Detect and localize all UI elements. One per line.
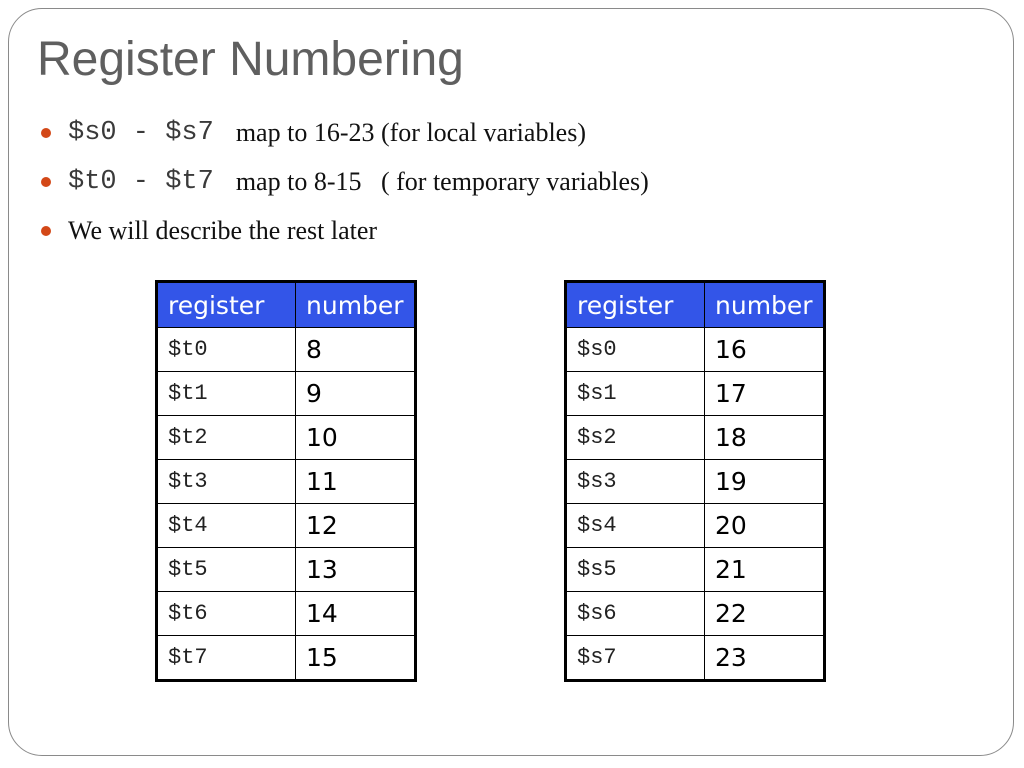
table-row [566, 372, 825, 416]
number-cell: 14 [296, 592, 416, 636]
bullet-text: We will describe the rest later [68, 215, 378, 245]
register-cell: $t4 [157, 504, 296, 548]
register-cell: $s1 [566, 372, 705, 416]
number-cell: 10 [296, 416, 416, 460]
table-header-row [157, 282, 416, 328]
bullet-item [40, 206, 649, 255]
number-cell: 19 [705, 460, 825, 504]
number-cell: 12 [296, 504, 416, 548]
number-cell: 17 [705, 372, 825, 416]
bullet-item [40, 157, 649, 206]
register-cell: $t2 [157, 416, 296, 460]
register-cell: $t0 [157, 328, 296, 372]
table-row [157, 548, 416, 592]
register-cell: $t1 [157, 372, 296, 416]
bullet-dot-icon [41, 128, 51, 138]
register-cell: $t5 [157, 548, 296, 592]
register-cell: $s2 [566, 416, 705, 460]
table-row [157, 328, 416, 372]
register-cell: $t7 [157, 636, 296, 681]
table-row [566, 504, 825, 548]
number-cell: 16 [705, 328, 825, 372]
table-row [157, 504, 416, 548]
number-cell: 21 [705, 548, 825, 592]
table-row [566, 460, 825, 504]
number-cell: 20 [705, 504, 825, 548]
register-cell: $s5 [566, 548, 705, 592]
number-cell: 11 [296, 460, 416, 504]
number-cell: 8 [296, 328, 416, 372]
number-cell: 22 [705, 592, 825, 636]
column-header-register: register [566, 282, 705, 328]
bullet-dot-icon [41, 226, 51, 236]
bullet-dot-icon [41, 177, 51, 187]
table-row [566, 592, 825, 636]
table-row [566, 636, 825, 681]
table-row [566, 416, 825, 460]
number-cell: 13 [296, 548, 416, 592]
table-row [157, 372, 416, 416]
number-cell: 15 [296, 636, 416, 681]
register-cell: $t3 [157, 460, 296, 504]
table-row [566, 548, 825, 592]
number-cell: 9 [296, 372, 416, 416]
number-cell: 23 [705, 636, 825, 681]
table-row [157, 416, 416, 460]
register-cell: $s7 [566, 636, 705, 681]
saved-register-table [564, 280, 826, 682]
register-cell: $s3 [566, 460, 705, 504]
bullet-text: map to 8-15 ( for temporary variables) [235, 166, 649, 196]
table-row [157, 592, 416, 636]
register-cell: $s6 [566, 592, 705, 636]
register-cell: $s4 [566, 504, 705, 548]
register-cell: $t6 [157, 592, 296, 636]
column-header-register: register [157, 282, 296, 328]
temporary-register-table [155, 280, 417, 682]
bullet-code: $t0 - $t7 [68, 166, 214, 197]
table-row [157, 636, 416, 681]
table-row [157, 460, 416, 504]
bullet-code: $s0 - $s7 [68, 117, 214, 148]
bullet-list [40, 108, 649, 255]
register-cell: $s0 [566, 328, 705, 372]
table-header-row [566, 282, 825, 328]
number-cell: 18 [705, 416, 825, 460]
slide-title: Register Numbering [37, 33, 464, 86]
column-header-number: number [296, 282, 416, 328]
table-row [566, 328, 825, 372]
column-header-number: number [705, 282, 825, 328]
bullet-item [40, 108, 649, 157]
bullet-text: map to 16-23 (for local variables) [235, 117, 586, 147]
